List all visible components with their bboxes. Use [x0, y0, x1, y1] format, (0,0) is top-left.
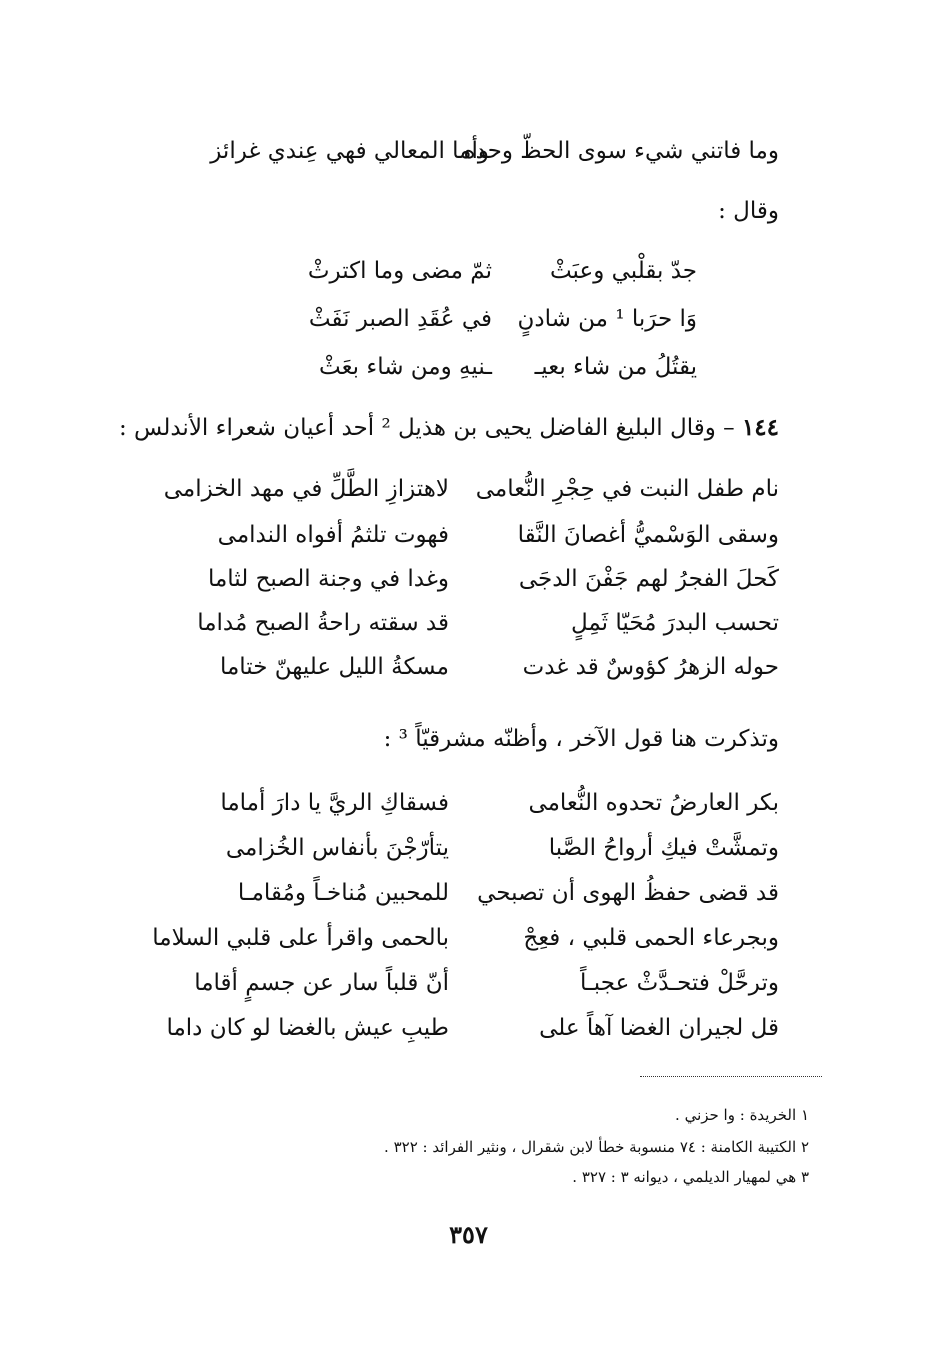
verse-line	[238, 880, 779, 906]
verse-second-hemistich: قد سقته راحةُ الصبح مُداما	[197, 610, 449, 636]
verse-line	[208, 566, 779, 592]
verse-first-hemistich: قل لجيران الغضا آهاً على	[539, 1015, 779, 1041]
section-number: ١٤٤	[741, 414, 779, 441]
verse-second-hemistich: مسكةُ الليل عليهنّ ختاما	[219, 654, 449, 680]
footnote-divider	[640, 1076, 822, 1077]
verse-line	[309, 306, 697, 332]
verse-first-hemistich: حوله الزهرُ كؤوسٌ قد غدت	[522, 654, 779, 680]
verse-line	[197, 610, 779, 636]
verse-second-hemistich: فهوت تلثمُ أفواه الندامى	[217, 522, 449, 548]
footnote: ١ الخريدة : وا حزني .	[675, 1106, 809, 1124]
verse-second-hemistich: لاهتزازِ الطَّلِّ في مهد الخزامى	[163, 476, 449, 502]
verse-first-hemistich: يقتُلُ من شاء بعيـ	[534, 354, 697, 380]
footnote: ٢ الكتيبة الكامنة : ٧٤ منسوبة خطأ لابن شقرال ، ونثير الفرائد : ٣٢٢ .	[384, 1138, 809, 1156]
verse-first-hemistich: وما فاتني شيء سوى الحظّ وحده	[463, 138, 779, 164]
verse-line	[226, 835, 779, 861]
verse-second-hemistich: طيبِ عيش بالغضا لو كان داما	[166, 1015, 449, 1041]
verse-first-hemistich: وبجرعاء الحمى قلبي ، فعِجْ	[523, 925, 779, 951]
verse-line	[220, 790, 779, 816]
intro-text: وتذكرت هنا قول الآخر ، وأظنّه مشرقيّاً ³ :	[383, 726, 779, 752]
section-heading	[119, 414, 779, 441]
verse-line	[218, 522, 779, 548]
verse-second-hemistich: بالحمى واقرأ على قلبي السلاما	[152, 925, 449, 951]
verse-first-hemistich: وتمشَّتْ فيكِ أرواحُ الصَّبا	[548, 835, 779, 861]
verse-second-hemistich: فسقاكِ الريَّ يا دارَ أماما	[220, 790, 449, 816]
verse-first-hemistich: نام طفل النبت في حِجْرِ النُّعامى	[475, 476, 779, 502]
verse-line	[210, 138, 779, 164]
verse-second-hemistich: يتأرّجْنَ بأنفاس الخُزامى	[225, 835, 449, 861]
verse-line	[164, 476, 779, 502]
page-number: ٣٥٧	[449, 1220, 488, 1249]
verse-first-hemistich: وَا حرَبا ¹ من شادنٍ	[517, 306, 697, 332]
verse-first-hemistich: بكر العارضُ تحدوه النُّعامى	[528, 790, 779, 816]
intro-text: وقال :	[718, 198, 779, 224]
verse-second-hemistich: ثمّ مضى وما اكترثْ	[307, 258, 492, 284]
footnote: ٣ هي لمهيار الديلمي ، ديوانه ٣ : ٣٢٧ .	[572, 1168, 809, 1186]
verse-first-hemistich: وسقى الوَسْميُّ أغصانَ النَّقا	[517, 522, 779, 548]
verse-second-hemistich: للمحبين مُناخـاً ومُقامـا	[237, 880, 449, 906]
verse-line	[194, 970, 779, 996]
verse-first-hemistich: جدّ بقلْبي وعبَثْ	[549, 258, 697, 284]
verse-line	[152, 925, 779, 951]
verse-line	[308, 258, 697, 284]
verse-line	[220, 654, 779, 680]
verse-first-hemistich: قد قضى حفظُ الهوى أن تصبحي	[477, 880, 779, 906]
verse-second-hemistich: وأما المعالي فهي عِندي غرائز	[210, 138, 489, 164]
verse-second-hemistich: في عُقَدِ الصبر نَفَثْ	[308, 306, 492, 332]
verse-line	[166, 1015, 779, 1041]
section-text: – وقال البليغ الفاضل يحيى بن هذيل ² أحد أعيان شعراء الأندلس :	[118, 415, 742, 441]
verse-line	[319, 354, 697, 380]
verse-second-hemistich: ـنيهِ ومن شاء بعَثْ	[319, 354, 492, 380]
verse-first-hemistich: كَحلَ الفجرُ لهم جَفْنَ الدجَى	[518, 566, 779, 592]
verse-first-hemistich: تحسب البدرَ مُحَيّا ثَمِلٍ	[570, 610, 779, 636]
verse-second-hemistich: أنّ قلباً سار عن جسمٍ أقاما	[194, 970, 449, 996]
verse-second-hemistich: وغدا في وجنة الصبح لثاما	[207, 566, 449, 592]
verse-first-hemistich: وترحَّلْ فتحـدَّثْ عجبـاً	[580, 970, 779, 996]
